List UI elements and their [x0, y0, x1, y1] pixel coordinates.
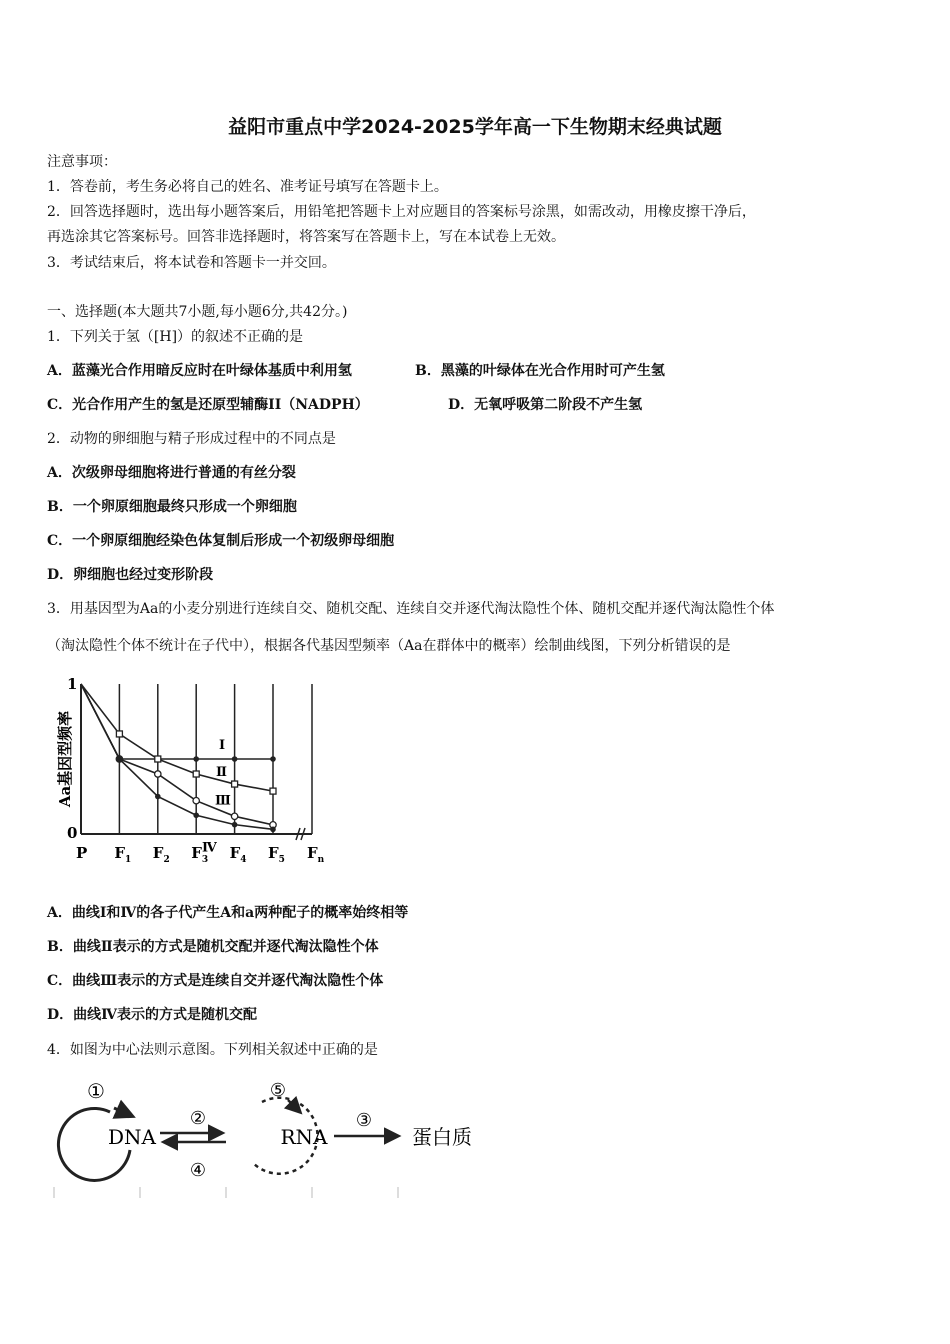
data-point [270, 827, 276, 833]
series-label: Ⅰ [219, 738, 226, 753]
data-point [155, 771, 161, 777]
q1-stem: 1．下列关于氢（[H]）的叙述不正确的是 [47, 329, 304, 345]
data-point [231, 813, 237, 819]
data-point [232, 822, 238, 828]
series-label: Ⅳ [202, 840, 217, 856]
series-line-4 [81, 684, 273, 829]
page-title: 益阳市重点中学2024-2025学年高一下生物期末经典试题 [228, 116, 722, 138]
x-tick-label: $F_5$ [268, 844, 285, 865]
data-point [155, 756, 161, 762]
process-label-4: ④ [189, 1160, 207, 1181]
data-point [193, 771, 199, 777]
x-tick-label: $F_2$ [152, 844, 170, 865]
x-tick-label: $F_4$ [229, 844, 247, 865]
data-point [155, 794, 161, 800]
notice-item: 1．答卷前，考生务必将自己的姓名、准考证号填写在答题卡上。 [47, 179, 448, 195]
data-point [116, 731, 122, 737]
data-point [193, 756, 199, 762]
q1-option-a: A．蓝藻光合作用暗反应时在叶绿体基质中利用氢 [47, 363, 352, 379]
y-tick-label: 0 [67, 824, 78, 842]
x-tick-label: $F_n$ [307, 844, 325, 865]
y-tick-label: 1 [67, 675, 78, 693]
data-point [270, 756, 276, 762]
q2-stem: 2．动物的卵细胞与精子形成过程中的不同点是 [47, 431, 336, 447]
q3-option-b: B．曲线Ⅱ表示的方式是随机交配并逐代淘汰隐性个体 [47, 939, 379, 955]
process-label-3: ③ [355, 1110, 373, 1131]
notice-item: 再选涂其它答案标号。回答非选择题时，将答案写在答题卡上，写在本试卷上无效。 [47, 229, 565, 245]
x-tick-label: $F_3$ [191, 844, 209, 865]
q2-option-a: A．次级卵母细胞将进行普通的有丝分裂 [47, 465, 296, 481]
protein-label: 蛋白质 [412, 1125, 472, 1149]
q4-stem: 4．如图为中心法则示意图。下列相关叙述中正确的是 [47, 1042, 378, 1058]
series-label: Ⅲ [215, 793, 231, 809]
notice-item: 3．考试结束后，将本试卷和答题卡一并交回。 [47, 255, 336, 271]
series-line-3 [81, 684, 273, 825]
central-dogma-diagram [52, 1070, 492, 1200]
notice-item: 2．回答选择题时，选出每小题答案后，用铅笔把答题卡上对应题目的答案标号涂黑，如需改动，用橡皮擦干净后， [47, 204, 756, 220]
q3-stem: 3．用基因型为Aa的小麦分别进行连续自交、随机交配、连续自交并逐代淘汰隐性个体、随机交配并逐代淘汰隐性个体 [47, 601, 775, 617]
data-point [232, 781, 238, 787]
series-label: Ⅱ [216, 765, 227, 780]
data-point [193, 812, 199, 818]
data-point [193, 798, 199, 804]
process-label-5: ⑤ [269, 1080, 287, 1101]
data-point [270, 788, 276, 794]
q2-option-b: B．一个卵原细胞最终只形成一个卵细胞 [47, 499, 297, 515]
q3-option-c: C．曲线Ⅲ表示的方式是连续自交并逐代淘汰隐性个体 [47, 973, 384, 989]
q2-option-c: C．一个卵原细胞经染色体复制后形成一个初级卵母细胞 [47, 533, 395, 549]
q2-option-d: D．卵细胞也经过变形阶段 [47, 567, 214, 583]
rna-label: RNA [280, 1125, 328, 1149]
q1-option-b: B．黑藻的叶绿体在光合作用时可产生氢 [415, 363, 665, 379]
section-heading: 一、选择题(本大题共7小题,每小题6分,共42分。) [47, 304, 348, 320]
q3-option-d: D．曲线Ⅳ表示的方式是随机交配 [47, 1007, 258, 1023]
genotype-frequency-chart [50, 672, 340, 872]
data-point [117, 756, 123, 762]
data-point [232, 756, 238, 762]
q3-option-a: A．曲线Ⅰ和Ⅳ的各子代产生A和a两种配子的概率始终相等 [47, 905, 409, 921]
process-label-2: ② [189, 1108, 207, 1129]
notice-heading: 注意事项： [47, 154, 117, 170]
series-line-2 [81, 684, 273, 791]
q1-option-c: C．光合作用产生的氢是还原型辅酶II（NADPH） [47, 397, 369, 413]
process-label-1: ① [87, 1079, 105, 1103]
q3-stem-cont: （淘汰隐性个体不统计在子代中），根据各代基因型频率（Aa在群体中的概率）绘制曲线图，下列分析错误的是 [47, 638, 731, 654]
q1-option-d: D．无氧呼吸第二阶段不产生氢 [448, 397, 643, 413]
y-axis-label: Aa基因型频率 [56, 710, 74, 808]
dna-label: DNA [108, 1125, 156, 1149]
x-tick-label: $F_1$ [114, 844, 132, 865]
x-tick-label: P [76, 844, 88, 862]
